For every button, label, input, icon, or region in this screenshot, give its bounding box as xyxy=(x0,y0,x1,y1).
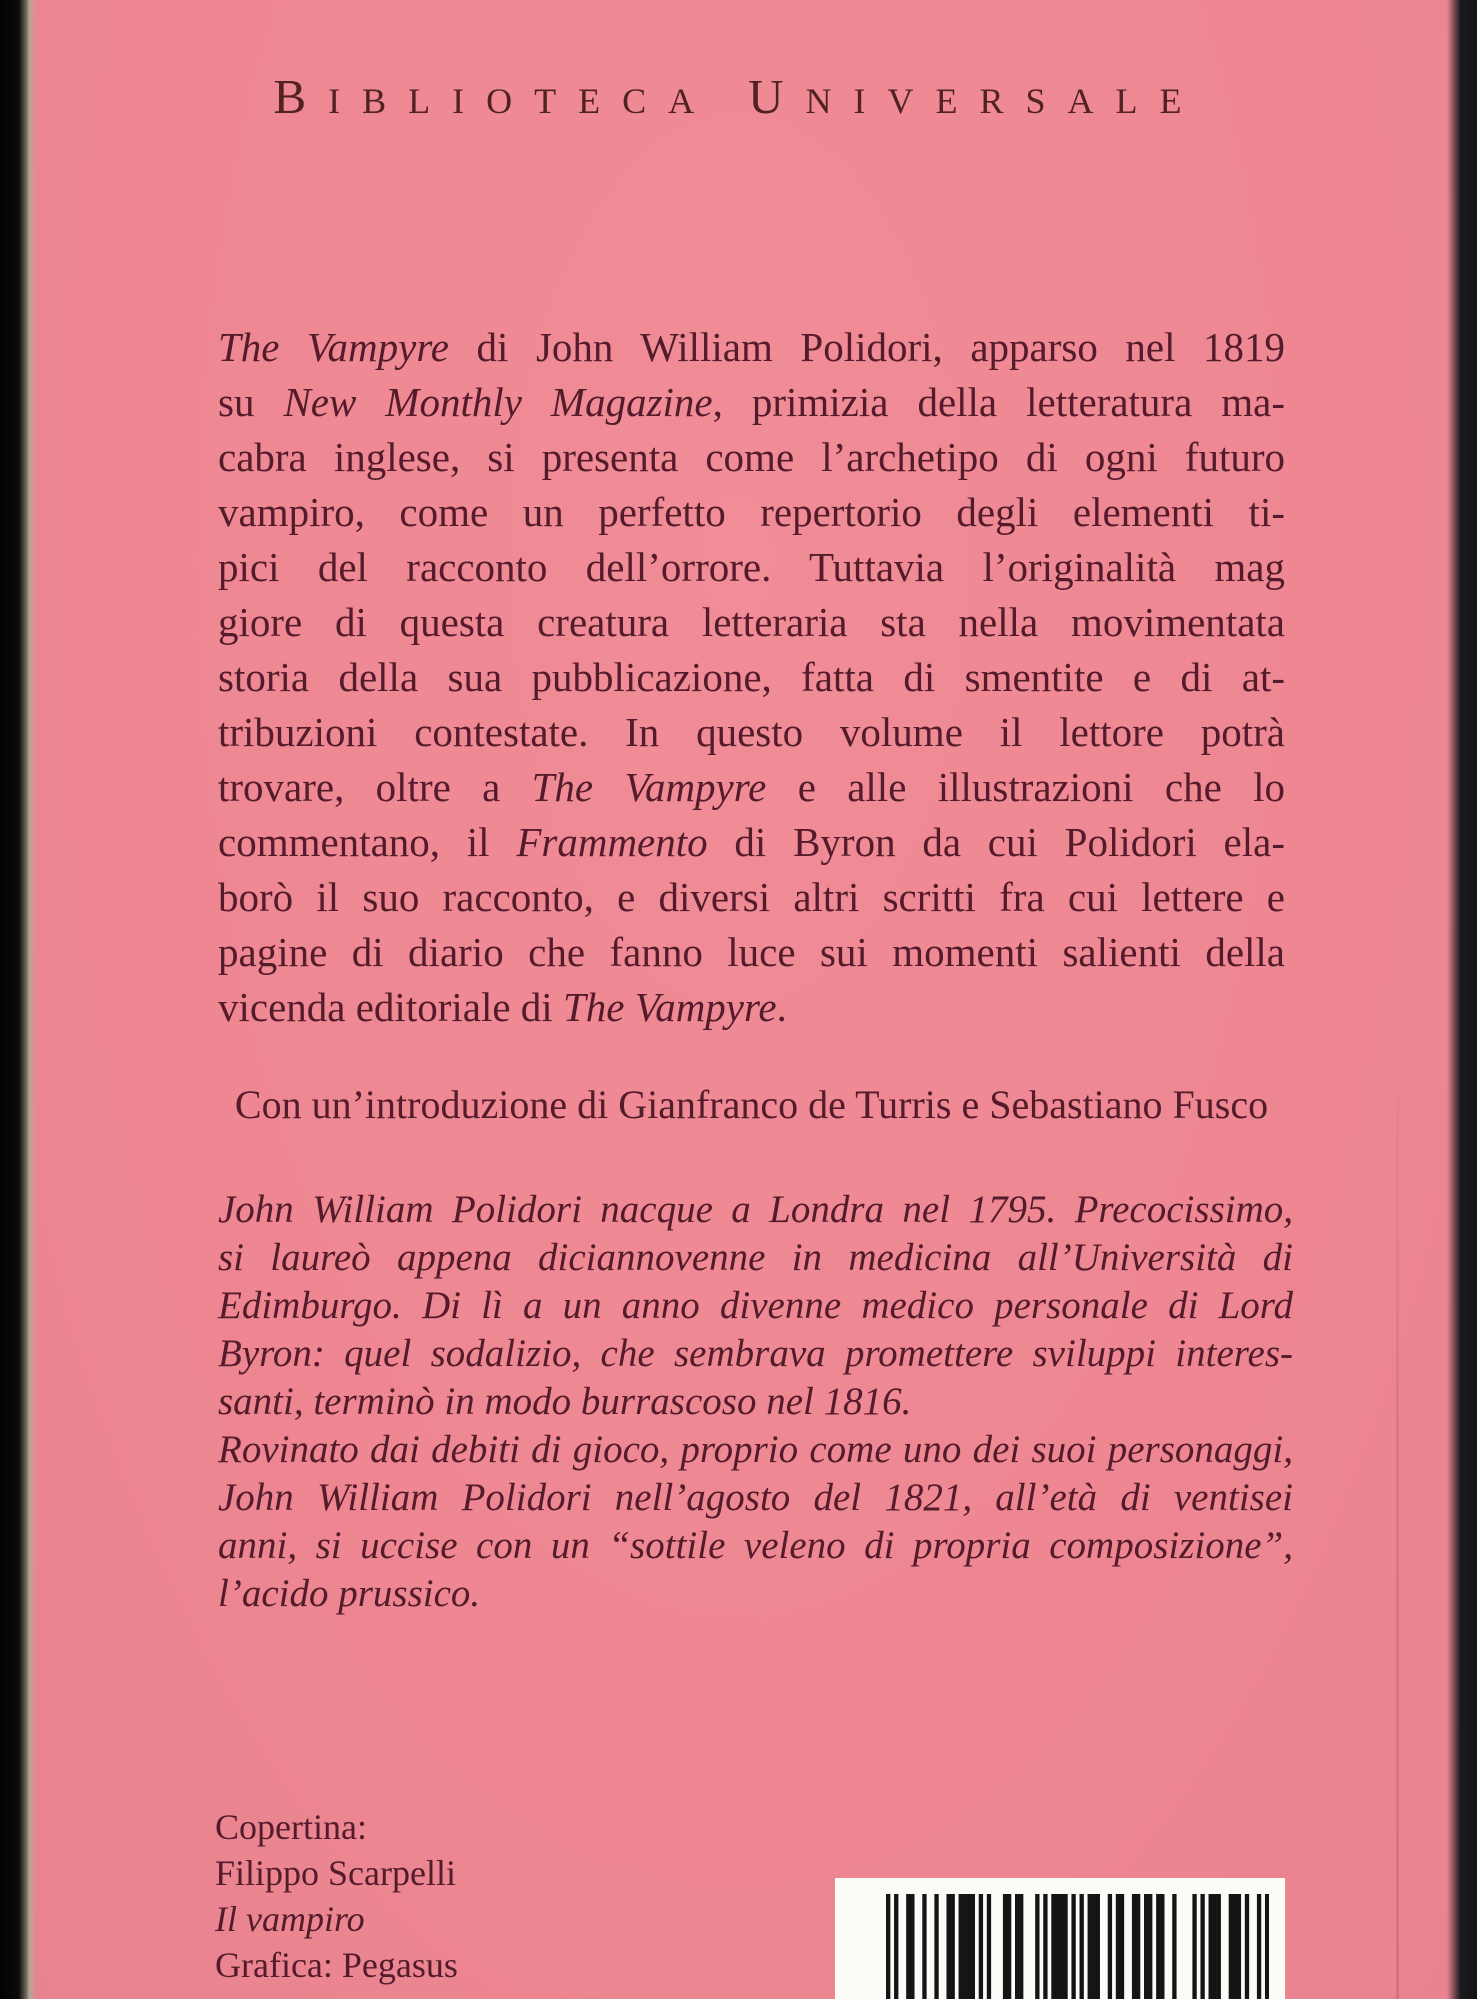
text-line: borò il suo racconto, e diversi altri scritti fra cui lettere e xyxy=(218,874,1285,920)
series-title-word: UNIVERSALE xyxy=(748,69,1204,124)
text-line: cabra inglese, si presenta come l’archetipo di ogni futuro xyxy=(218,434,1285,480)
series-title xyxy=(40,68,1437,130)
text-line: pici del racconto dell’orrore. Tuttavia l’originalità mag xyxy=(218,544,1285,590)
credit-line: Copertina: xyxy=(215,1807,367,1847)
series-title-word: BIBLIOTECA xyxy=(273,69,717,124)
author-bio-paragraph xyxy=(218,1186,1293,1618)
text-line: giore di questa creatura letteraria sta nella movimentata xyxy=(218,599,1285,645)
text-line: vicenda editoriale di The Vampyre. xyxy=(218,984,787,1030)
barcode xyxy=(835,1878,1285,1999)
cover-crease xyxy=(1396,1039,1399,1999)
credits-block xyxy=(215,1804,458,1988)
barcode-bars xyxy=(886,1894,1269,1999)
text-line: Byron: quel sodalizio, che sembrava promettere sviluppi interes- xyxy=(218,1332,1293,1375)
credit-line: Filippo Scarpelli xyxy=(215,1853,456,1893)
credit-line: Il vampiro xyxy=(215,1899,365,1939)
book-right-edge xyxy=(1447,0,1477,1999)
text-line: commentano, il Frammento di Byron da cui Polidori ela- xyxy=(218,819,1285,865)
book-left-edge xyxy=(0,0,36,1999)
text-line: The Vampyre di John William Polidori, apparso nel 1819 xyxy=(218,324,1285,370)
text-line: Rovinato dai debiti di gioco, proprio come uno dei suoi personaggi, xyxy=(218,1428,1293,1471)
text-line: santi, terminò in modo burrascoso nel 1816. xyxy=(218,1380,912,1423)
text-line: su New Monthly Magazine, primizia della letteratura ma- xyxy=(218,379,1285,425)
text-line: trovare, oltre a The Vampyre e alle illustrazioni che lo xyxy=(218,764,1285,810)
text-line: anni, si uccise con un “sottile veleno di propria composizione”, xyxy=(218,1524,1293,1567)
text-line: vampiro, come un perfetto repertorio degli elementi ti- xyxy=(218,489,1285,535)
text-line: storia della sua pubblicazione, fatta di smentite e di at- xyxy=(218,654,1285,700)
text-line: tribuzioni contestate. In questo volume il lettore potrà xyxy=(218,709,1285,755)
text-line: Edimburgo. Di lì a un anno divenne medico personale di Lord xyxy=(218,1284,1293,1327)
text-line: pagine di diario che fanno luce sui momenti salienti della xyxy=(218,929,1285,975)
text-line: John William Polidori nell’agosto del 1821, all’età di ventisei xyxy=(218,1476,1293,1519)
introduction-credit: Con un’introduzione di Gianfranco de Turris e Sebastiano Fusco xyxy=(234,1082,1269,1127)
blurb-paragraph xyxy=(218,320,1285,1035)
text-line: John William Polidori nacque a Londra nel 1795. Precocissimo, xyxy=(218,1188,1293,1231)
text-line: l’acido prussico. xyxy=(218,1572,481,1615)
text-line: si laureò appena diciannovenne in medicina all’Università di xyxy=(218,1236,1293,1279)
credit-line: Grafica: Pegasus xyxy=(215,1945,458,1985)
